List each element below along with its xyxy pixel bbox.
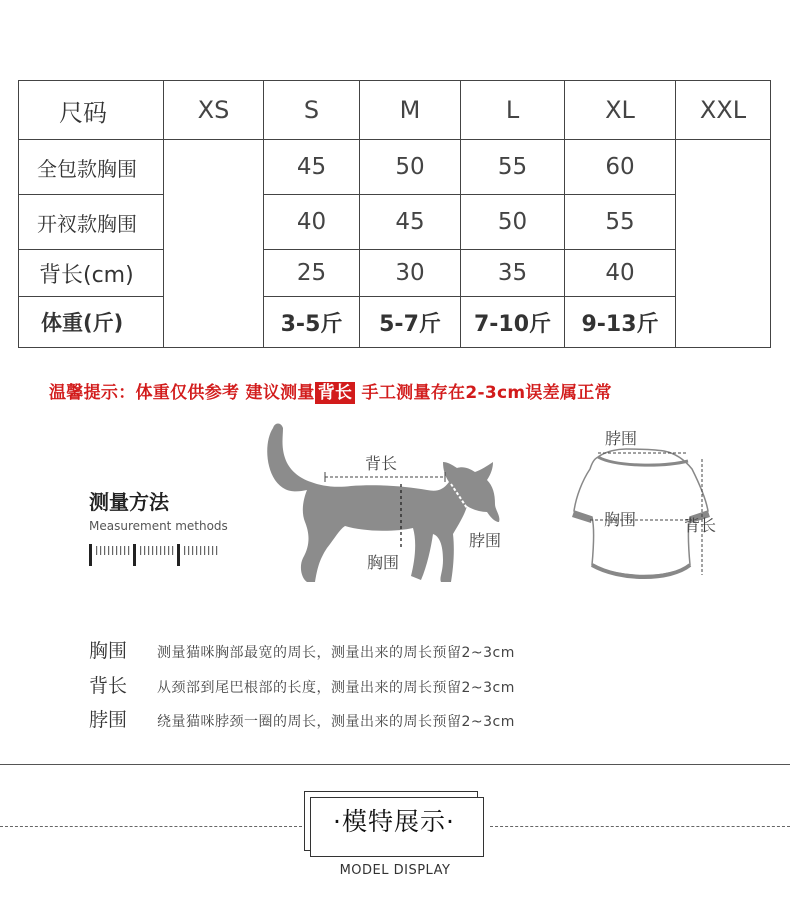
table-cell: 40 (264, 195, 360, 250)
cat-back-label: 背长 (365, 454, 398, 473)
definition-neck (89, 705, 515, 732)
methods-subtitle: Measurement methods (89, 519, 228, 533)
dashed-divider-left (0, 826, 302, 827)
header-s: S (264, 81, 360, 140)
table-row (19, 250, 771, 297)
header-xxl: XXL (676, 81, 771, 140)
table-cell: 45 (360, 195, 461, 250)
header-l: L (461, 81, 565, 140)
row-label: 体重(斤) (19, 297, 164, 348)
header-size: 尺码 (19, 81, 164, 140)
header-xl: XL (565, 81, 676, 140)
table-cell: 7-10斤 (461, 297, 565, 348)
table-cell: 50 (461, 195, 565, 250)
dashed-divider-right (490, 826, 790, 827)
table-cell: 55 (461, 140, 565, 195)
xxl-empty-cell (676, 140, 771, 348)
tip-highlight: 背长 (315, 382, 356, 404)
tip-suffix: 手工测量存在2-3cm误差属正常 (355, 383, 612, 403)
definition-desc: 绕量猫咪脖颈一圈的周长，测量出来的周长预留2~3cm (157, 714, 515, 730)
xs-empty-cell (164, 140, 264, 348)
table-row (19, 297, 771, 348)
table-cell: 45 (264, 140, 360, 195)
definition-desc: 从颈部到尾巴根部的长度，测量出来的周长预留2~3cm (157, 680, 515, 696)
row-label: 全包款胸围 (19, 140, 164, 195)
definition-term: 胸围 (89, 640, 128, 662)
table-cell: 55 (565, 195, 676, 250)
shirt-illustration (560, 425, 730, 590)
header-m: M (360, 81, 461, 140)
methods-title: 测量方法 (89, 490, 169, 514)
section-divider (0, 764, 790, 765)
shirt-neck-label: 脖围 (605, 429, 638, 448)
definition-desc: 测量猫咪胸部最宽的周长，测量出来的周长预留2~3cm (157, 645, 515, 661)
definition-back (89, 671, 515, 698)
size-header-row (19, 81, 771, 140)
definition-chest (89, 636, 515, 663)
model-display-title: ·模特展示· (333, 807, 455, 836)
shirt-back-label: 背长 (684, 516, 717, 535)
definition-term: 脖围 (89, 709, 128, 731)
definition-term: 背长 (89, 675, 128, 697)
table-row (19, 140, 771, 195)
tip-prefix: 温馨提示：体重仅供参考 建议测量 (49, 383, 315, 403)
table-cell: 60 (565, 140, 676, 195)
shirt-chest-label: 胸围 (604, 510, 637, 529)
size-table (18, 80, 771, 348)
cat-chest-label: 胸围 (367, 553, 400, 572)
table-row (19, 195, 771, 250)
table-cell: 25 (264, 250, 360, 297)
model-display-subtitle: MODEL DISPLAY (339, 863, 451, 878)
table-cell: 5-7斤 (360, 297, 461, 348)
table-cell: 50 (360, 140, 461, 195)
table-cell: 40 (565, 250, 676, 297)
cat-neck-label: 脖围 (469, 531, 502, 550)
table-cell: 3-5斤 (264, 297, 360, 348)
model-display-heading (304, 791, 484, 857)
cat-illustration (255, 420, 520, 590)
table-cell: 9-13斤 (565, 297, 676, 348)
shirt-icon (574, 449, 708, 576)
row-label: 背长(cm) (19, 250, 164, 297)
table-cell: 30 (360, 250, 461, 297)
header-xs: XS (164, 81, 264, 140)
ruler-icon (89, 540, 219, 568)
row-label: 开衩款胸围 (19, 195, 164, 250)
tip-text (49, 378, 612, 403)
table-cell: 35 (461, 250, 565, 297)
